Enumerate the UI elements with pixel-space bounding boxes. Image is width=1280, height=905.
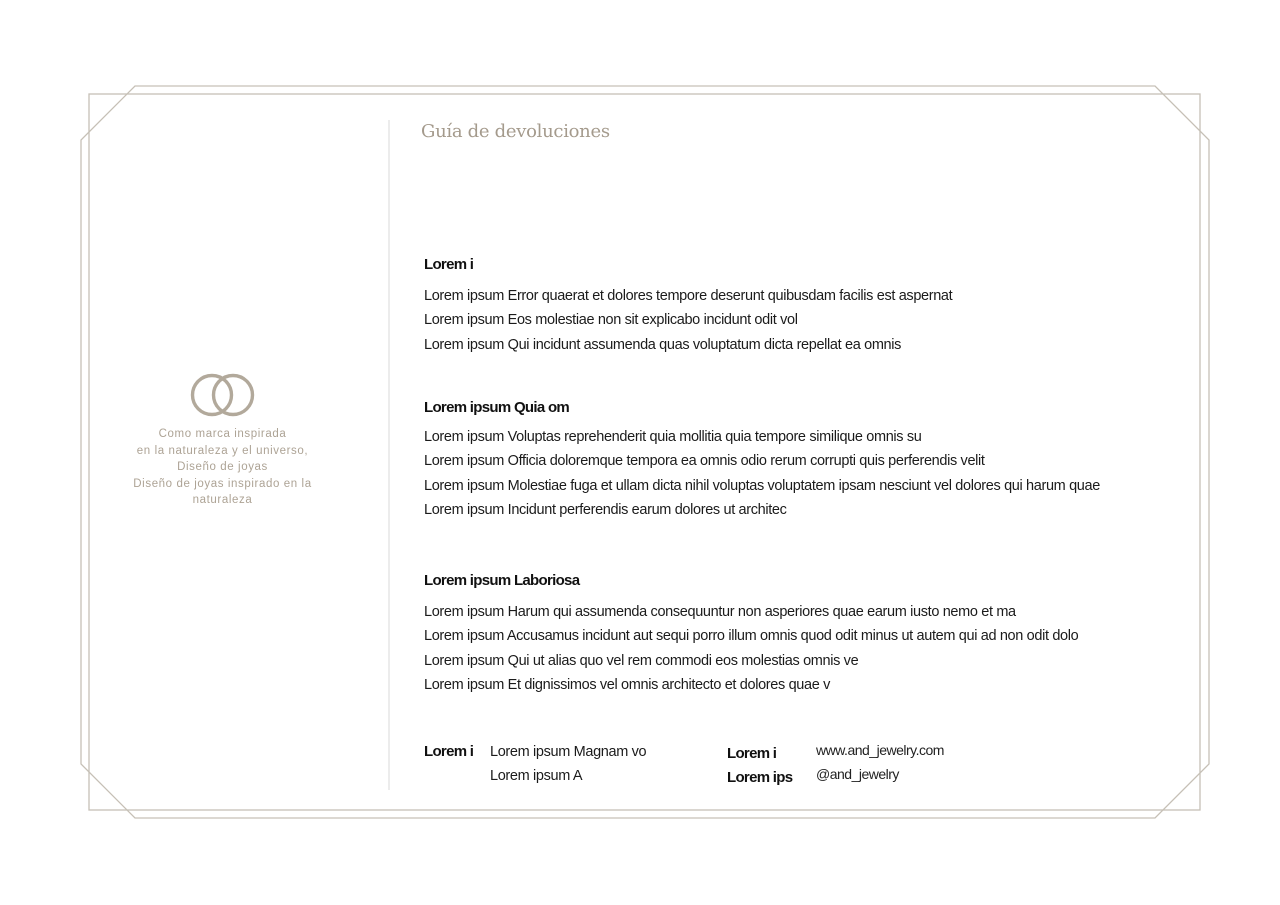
- content-section: [424, 254, 1224, 357]
- page-title: Guía de devoluciones: [421, 121, 610, 142]
- footer-text-line: Lorem ipsum A: [490, 768, 583, 784]
- vertical-divider: [388, 120, 390, 790]
- tagline-line: Como marca inspirada: [158, 428, 287, 440]
- social-handle-link[interactable]: @and_jewelry: [816, 766, 899, 782]
- footer: [424, 740, 1184, 796]
- website-link[interactable]: www.and_jewelry.com: [816, 742, 944, 758]
- tagline-line: en la naturaleza y el universo,: [136, 444, 309, 457]
- section-line: Lorem ipsum Eos molestiae non sit explicabo incidunt odit vol: [424, 312, 798, 329]
- footer-label: Lorem i: [424, 743, 474, 760]
- section-line: Lorem ipsum Incidunt perferendis earum dolores ut architec: [424, 501, 787, 518]
- section-line: Lorem ipsum Harum qui assumenda consequuntur non asperiores quae earum iusto nemo et ma: [424, 604, 1016, 620]
- section-heading: Lorem i: [424, 256, 474, 273]
- section-line: Lorem ipsum Voluptas reprehenderit quia mollitia quia tempore similique omnis su: [424, 429, 922, 445]
- contact-label: Lorem i: [727, 745, 777, 762]
- tagline-line: Diseño de joyas inspirado en la: [133, 477, 312, 490]
- section-line: Lorem ipsum Officia doloremque tempora ea omnis odio rerum corrupti quis perferendis velit: [424, 453, 985, 470]
- section-heading: Lorem ipsum Quia om: [424, 399, 570, 416]
- contact-label: Lorem ips: [727, 769, 793, 786]
- section-line: Lorem ipsum Qui incidunt assumenda quas voluptatum dicta repellat ea omnis: [424, 336, 902, 353]
- brand-panel: [110, 370, 335, 509]
- content-section: [424, 570, 1224, 697]
- section-line: Lorem ipsum Accusamus incidunt aut sequi porro illum omnis quod odit minus ut autem qui ad non odit dolo: [424, 628, 1079, 645]
- tagline-line: naturaleza: [192, 494, 253, 506]
- section-line: Lorem ipsum Molestiae fuga et ullam dicta nihil voluptas voluptatem ipsam nesciunt vel dolores qui harum quae: [424, 477, 1100, 494]
- brand-tagline: [110, 426, 335, 509]
- section-line: Lorem ipsum Error quaerat et dolores tempore deserunt quibusdam facilis est aspernat: [424, 288, 953, 304]
- section-line: Lorem ipsum Et dignissimos vel omnis architecto et dolores quae v: [424, 676, 830, 693]
- section-line: Lorem ipsum Qui ut alias quo vel rem commodi eos molestias omnis ve: [424, 652, 859, 669]
- section-heading: Lorem ipsum Laboriosa: [424, 572, 580, 589]
- interlocking-rings-icon: [185, 370, 261, 420]
- tagline-line: Diseño de joyas: [177, 461, 268, 473]
- content-section: [424, 397, 1224, 522]
- footer-text-line: Lorem ipsum Magnam vo: [490, 744, 647, 760]
